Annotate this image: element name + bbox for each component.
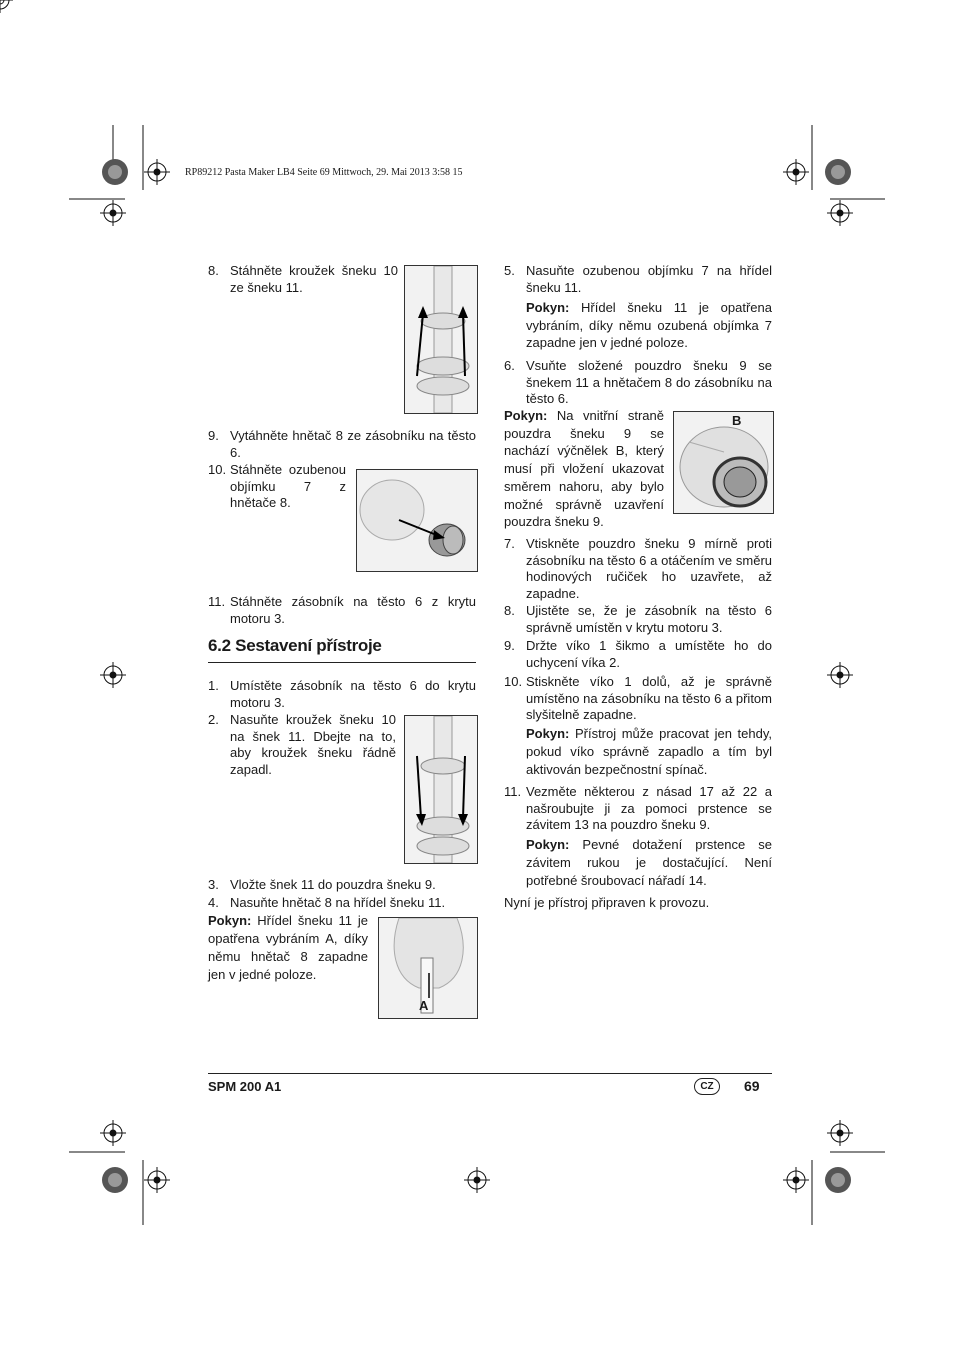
step-10-right: 10. Stiskněte víko 1 dolů, až je správně umístěno na zásobníku na těsto 6 a přitom slyšitelně zapadne.	[504, 674, 772, 722]
step-8: 8. Stáhněte kroužek šneku 10 ze šneku 11.	[208, 263, 398, 295]
step-7: 7. Vtiskněte pouzdro šneku 9 mírně proti zásobníku na těsto 6 a otáčením ve směru hodinových ručiček ho uzavřete, až zapadne.	[504, 536, 772, 601]
note-6: Pokyn: Na vnitřní straně pouzdra šneku 9 se nachází výčnělek B, který musí při vložení ukazovat směrem nahoru, aby bylo možné správně uzavření pouzdra šneku 9.	[504, 408, 664, 530]
note-kneader	[208, 912, 368, 984]
page-number: 69	[744, 1078, 760, 1094]
label-b: B	[732, 413, 742, 428]
figure-gear-sleeve-removal	[356, 469, 478, 572]
closing-text: Nyní je přístroj připraven k provozu.	[504, 895, 710, 910]
figure-worm-ring-removal	[404, 265, 478, 414]
model-number: SPM 200 A1	[208, 1079, 282, 1094]
assembly-step-3: 3. Vložte šnek 11 do pouzdra šneku 9.	[208, 877, 436, 892]
section-rule	[208, 662, 476, 663]
step-9-right: 9. Držte víko 1 šikmo a umístěte ho do uchycení víka 2.	[504, 638, 772, 670]
note-5: Pokyn: Hřídel šneku 11 je opatřena vybráním, díky němu ozubená objímka 7 zapadne jen v jedné poloze.	[526, 300, 772, 350]
print-header: RP89212 Pasta Maker LB4 Seite 69 Mittwoch, 29. Mai 2013 3:58 15	[185, 167, 463, 178]
step-11: 11. Stáhněte zásobník na těsto 6 z krytu motoru 3.	[208, 594, 476, 626]
section-title: 6.2 Sestavení přístroje	[208, 636, 382, 655]
assembly-step-1: 1. Umístěte zásobník na těsto 6 do krytu motoru 3.	[208, 678, 476, 710]
figure-kneader-shaft	[378, 917, 478, 1019]
language-badge: CZ	[694, 1078, 720, 1095]
step-10: 10. Stáhněte ozubenou objímku 7 z hnětače 8.	[208, 462, 346, 510]
assembly-step-4: 4. Nasuňte hnětač 8 na hřídel šneku 11.	[208, 895, 446, 910]
figure-worm-housing	[673, 411, 774, 514]
step-5: 5. Nasuňte ozubenou objímku 7 na hřídel šneku 11.	[504, 263, 772, 295]
footer-rule	[208, 1073, 772, 1074]
figure-worm-ring-attach	[404, 715, 478, 864]
note-text: Hřídel šneku 11 je opatřena vybráním A, díky němu hnětač 8 zapadne jen v jedné poloze.	[208, 913, 368, 982]
assembly-step-2: 2. Nasuňte kroužek šneku 10 na šnek 11. Dbejte na to, aby kroužek šneku řádně zapadl.	[208, 712, 396, 777]
step-6: 6. Vsuňte složené pouzdro šneku 9 se šnekem 11 a hnětačem 8 do zásobníku na těsto 6.	[504, 358, 772, 406]
label-a: A	[419, 998, 429, 1013]
step-8-right: 8. Ujistěte se, že je zásobník na těsto 6 správně umístěn v krytu motoru 3.	[504, 603, 772, 635]
step-9: 9. Vytáhněte hnětač 8 ze zásobníku na těsto 6.	[208, 428, 476, 460]
step-11-right: 11. Vezměte některou z násad 17 až 22 a našroubujte ji za pomoci prstence se závitem 13 na pouzdro šneku 9.	[504, 784, 772, 832]
note-10: Pokyn: Přístroj může pracovat jen tehdy, pokud víko správně zapadlo a tím byl aktivován bezpečnostní spínač.	[526, 726, 772, 777]
note-label: Pokyn:	[208, 913, 252, 928]
note-11: Pokyn: Pevné dotažení prstence se závitem rukou je dostačující. Není potřebné šroubovací nářadí 14.	[526, 837, 772, 888]
